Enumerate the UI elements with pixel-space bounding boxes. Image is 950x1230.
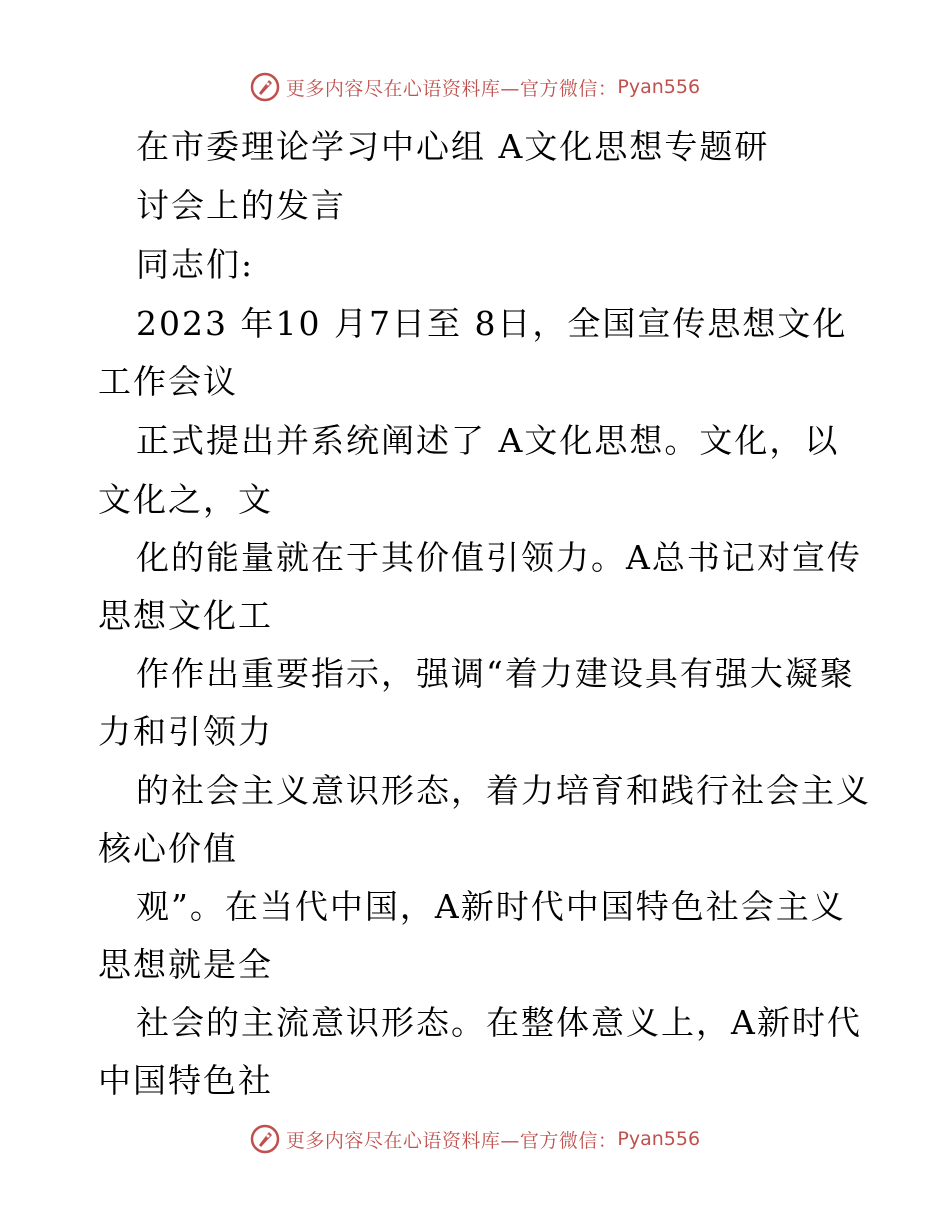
text-line: 思想文化工: [98, 596, 273, 635]
text-line: 核心价值: [98, 829, 238, 868]
text-line: 社会的主流意识形态。在整体意义上，A新时代: [136, 1003, 862, 1042]
salutation: 同志们:: [136, 245, 255, 284]
text-line: 工作会议: [98, 362, 238, 401]
watermark-text: 更多内容尽在心语资料库—官方微信：: [285, 1129, 618, 1152]
header-watermark: [0, 72, 950, 102]
pen-nib-circle-icon: [250, 1124, 280, 1154]
text-line: 文化之，文: [98, 480, 273, 519]
text-line: 2023 年10 月7日至 8日，全国宣传思想文化: [136, 304, 848, 343]
pen-nib-circle-icon: [250, 72, 280, 102]
text-line: 力和引领力: [98, 712, 273, 751]
text-line: 化的能量就在于其价值引领力。A总书记对宣传: [136, 538, 862, 577]
text-line: 正式提出并系统阐述了 A文化思想。文化，以: [136, 421, 840, 460]
text-line: 观”。在当代中国，A新时代中国特色社会主义: [136, 887, 846, 926]
watermark-wechat-id: Pyan556: [617, 1128, 701, 1150]
title-line-2: 讨会上的发言: [136, 186, 346, 225]
text-line: 中国特色社: [98, 1061, 273, 1100]
text-line: 的社会主义意识形态，着力培育和践行社会主义: [136, 771, 871, 810]
text-line: 思想就是全: [98, 945, 273, 984]
title-line-1: 在市委理论学习中心组 A文化思想专题研: [136, 127, 770, 166]
watermark-wechat-id: Pyan556: [617, 76, 701, 98]
footer-watermark: [0, 1124, 950, 1154]
text-line: 作作出重要指示，强调“着力建设具有强大凝聚: [136, 654, 855, 693]
watermark-text: 更多内容尽在心语资料库—官方微信：: [285, 77, 618, 100]
